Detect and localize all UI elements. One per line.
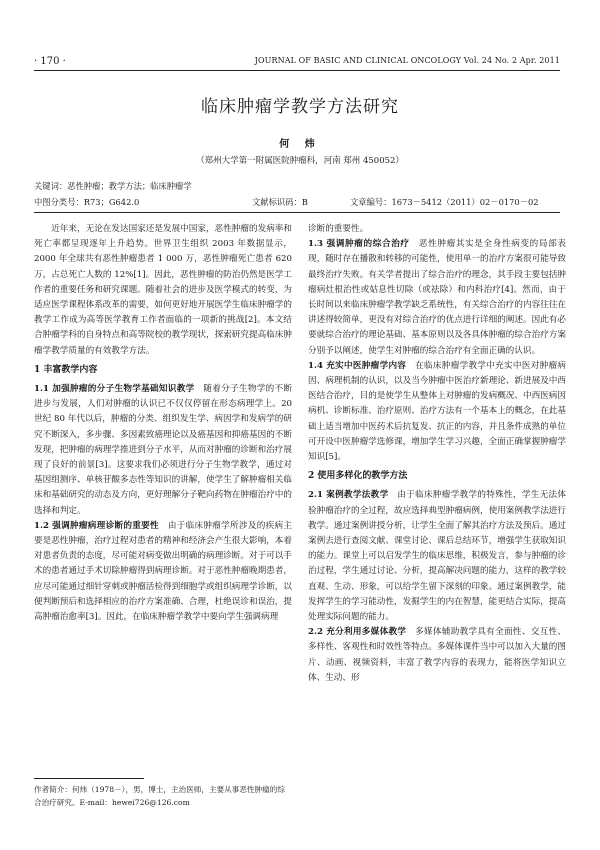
- subsection-1-3-text: 恶性肿瘤其实是全身性病变的局部表现，随时存在播散和转移的可能性，使用单一的治疗方案很可能导致最终治疗失败。有关学者提出了综合治疗的理念，其手段主要包括肿瘤病灶根治性或姑息性切除（或祛除）和内科治疗[4]。然而，由于长时间以来临床肿瘤学教学缺乏系统性，有关综合治疗的内容往往在讲述得较简单，更没有对综合治疗的优点进行详细的阐述。因此有必要就综合治疗的理论基础、基本原则以及各具体肿瘤的综合治疗方案分别予以阐述，使学生对肿瘤的综合治疗有全面正确的认识。: [308, 239, 566, 356]
- subsection-1-2-text: 由于临床肿瘤学所涉及的疾病主要是恶性肿瘤，治疗过程对患者的精神和经济会产生很大影响，本着对患者负责的态度，尽可能对病变做出明确的病理诊断。对于可以手术的患者通过手术切除肿瘤得到病理诊断。对于恶性肿瘤晚期患者，应尽可能通过细针穿刺或肿瘤活检得到细胞学或组织病理学诊断，以便判断预后和选择相应的治疗方案准确、合理，杜绝误诊和误治，提高肿瘤治愈率[3]。因此，在临床肿瘤学教学中要向学生强调病理: [34, 520, 292, 623]
- subsection-1-2: [34, 519, 292, 625]
- subsection-1-3: [308, 237, 566, 359]
- right-column: [308, 222, 566, 686]
- meta-rule: [34, 212, 560, 213]
- keywords: 关键词：恶性肿瘤；教学方法；临床肿瘤学: [34, 181, 192, 191]
- subsection-2-1-heading: 2.1 案例教学法教学: [308, 490, 389, 501]
- subsection-1-1-text: 随着分子生物学的不断进步与发展，人们对肿瘤的认识已不仅仅停留在形态病理学上。20 世纪 80 年代以后，肿瘤的分类、组织发生学、病因学和发病学的研究不断深入，多步骤、多因素致癌理论以及癌基因和抑癌基因的不断发现，把肿瘤的病理学推进到分子水平，从而对肿瘤的诊断和治疗展现了良好的前景[3]。这要求我们必须进行分子生物学教学，通过对基因组测序、单核苷酸多态性等知识的讲解，使学生了解肿瘤相关临床和基础研究的动态及方向，更好理解分子靶向药物在肿瘤治疗中的选择和判定。: [34, 384, 292, 516]
- journal-header: JOURNAL OF BASIC AND CLINICAL ONCOLOGY Vol. 24 No. 2 Apr. 2011: [254, 56, 560, 65]
- subsection-2-1: [308, 488, 566, 625]
- subsection-1-1-heading: 1.1 加强肿瘤的分子生物学基础知识教学: [34, 384, 195, 395]
- article-id: 文章编号：1673－5412（2011）02－0170－02: [350, 197, 539, 207]
- section-heading-1: 1 丰富教学内容: [34, 364, 98, 375]
- author-affiliation: （郑州大学第一附属医院肿瘤科，河南 郑州 450052）: [196, 156, 404, 166]
- document-code: 文献标识码：B: [252, 197, 308, 207]
- subsection-1-1: [34, 382, 292, 519]
- subsection-1-4-text: 在临床肿瘤学教学中充实中医对肿瘤病因、病理机制的认识，以及当今肿瘤中医治疗新理论、新进展及中西医结合治疗，目的是使学生从整体上对肿瘤的发病概况、中西医病因病机、诊断标准、治疗原则、治疗方法有一个基本上的概念，在此基础上适当增加中医药术后抗复发、抗正的内容，并且条件成熟的单位可开设中医肿瘤学选修课，增加学生学习兴趣，全面正确掌握肿瘤学知识[5]。: [308, 360, 566, 463]
- subsection-2-2: [308, 625, 566, 686]
- subsection-2-2-text: 多媒体辅助教学具有全面性、交互性、多样性、客观性和时效性等特点。多媒体课件当中可以加入大量的图片、动画、视频资料，丰富了教学内容的表现力，能将医学知识立体、生动、形: [308, 627, 566, 683]
- intro-paragraph: 近年来，无论在发达国家还是发展中国家，恶性肿瘤的发病率和死亡率都呈现逐年上升趋势。世界卫生组织 2003 年数据显示，2000 年全球共有恶性肿瘤患者 1 000 万，恶性肿瘤死亡患者 620 万，占总死亡人数的 12%[1]。因此，恶性肿瘤的防治仍然是医学工作者的重要任务和研究课题。随着社会的进步及医学模式的转变，为适应医学课程体系改革的需要，如何更好地开展医学生临床肿瘤学的教学工作成为高等医学教育工作者面临的一项新的挑战[2]。本文结合肿瘤学科的自身特点和高等院校的教学现状，探索研究提高临床肿瘤学教学质量的有效教学方法。: [34, 224, 292, 356]
- footnote-rule: [34, 778, 144, 779]
- subsection-2-1-text: 由于临床肿瘤学教学的特殊性，学生无法体验肿瘤治疗的全过程，故应选择典型肿瘤病例，使用案例教学法进行教学。通过案例讲授分析，让学生全面了解其治疗方法及预后。通过案例去进行查阅文献、课堂讨论、课后总结环节，增强学生获取知识的能力。课堂上可以启发学生的临床思维，积极发言，参与肿瘤的诊治过程，学生通过讨论、分析，提高解决问题的能力，这样的教学较直观、生动、形象，可以给学生留下深刻的印象。通过案例教学，能发挥学生的学习能动性，发掘学生的内在智慧，能更结合实际，提高处理实际问题的能力。: [308, 490, 566, 623]
- article-author: 何 炜: [279, 139, 321, 150]
- section-heading-2: 2 使用多样化的教学方法: [308, 471, 408, 482]
- article-title: 临床肿瘤学教学方法研究: [201, 97, 399, 117]
- subsection-1-4: [308, 359, 566, 465]
- classification-number: 中图分类号：R73；G642.0: [34, 197, 140, 207]
- subsection-1-2-heading: 1.2 强调肿瘤病理诊断的重要性: [34, 520, 159, 531]
- continued-text: 诊断的重要性。: [308, 224, 369, 234]
- header-rule: [34, 70, 560, 71]
- subsection-1-3-heading: 1.3 强调肿瘤的综合治疗: [308, 239, 410, 250]
- subsection-2-2-heading: 2.2 充分利用多媒体教学: [308, 627, 407, 638]
- author-footnote: 作者简介：何炜（1978－），男，博士，主治医师，主要从事恶性肿瘤的综合治疗研究。E-mail：hewei726@126.com: [34, 785, 285, 807]
- left-column: [34, 222, 292, 625]
- subsection-1-4-heading: 1.4 充实中医肿瘤学内容: [308, 360, 407, 371]
- page-number: · 170 ·: [34, 56, 66, 67]
